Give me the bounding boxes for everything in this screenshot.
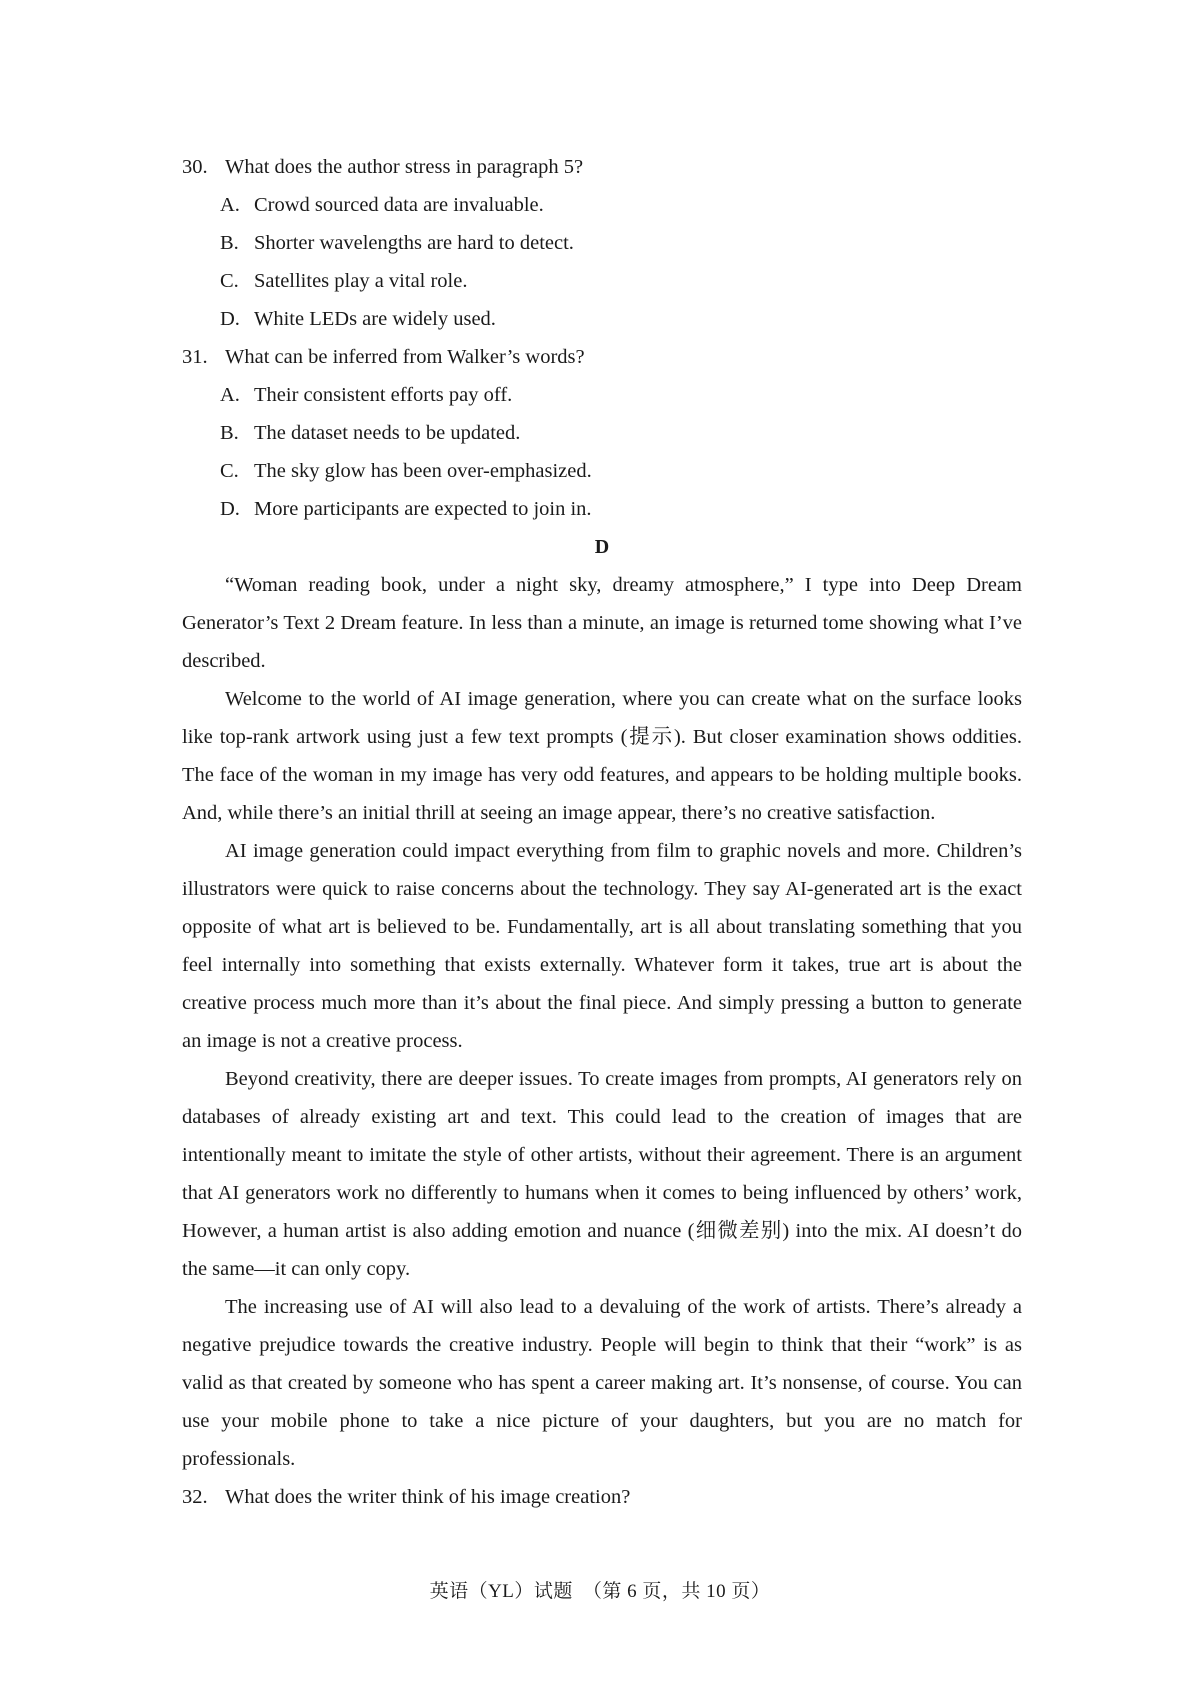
option-label: D. bbox=[220, 308, 240, 330]
page-footer: 英语（YL）试题 （第 6 页，共 10 页） bbox=[429, 1581, 771, 1602]
question-32 bbox=[182, 1478, 1022, 1516]
option-30-a bbox=[182, 186, 1022, 224]
passage-paragraph-2: Welcome to the world of AI image generation, where you can create what on the surface looks like top-rank artwork using just a few text prompts (提示). But closer examination shows oddities. The face of the woman in my image has very odd features, and appears to be holding multiple books. And, while there’s an initial thrill at seeing an image appear, there’s no creative satisfaction. bbox=[182, 688, 1022, 824]
option-label: A. bbox=[220, 194, 240, 216]
passage-paragraph-5: The increasing use of AI will also lead to a devaluing of the work of artists. There’s already a negative prejudice towards the creative industry. People will begin to think that their “work” is as valid as that created by someone who has spent a career making art. It’s nonsense, of course. You can use your mobile phone to take a nice picture of your daughters, but you are no match for professionals. bbox=[182, 1296, 1022, 1470]
question-stem: What does the writer think of his image creation? bbox=[225, 1486, 631, 1508]
option-text: Shorter wavelengths are hard to detect. bbox=[254, 232, 574, 254]
option-text: The sky glow has been over-emphasized. bbox=[254, 460, 592, 482]
option-text: Crowd sourced data are invaluable. bbox=[254, 194, 544, 216]
option-label: C. bbox=[220, 270, 239, 292]
option-label: A. bbox=[220, 384, 240, 406]
page-content bbox=[182, 148, 1022, 1516]
option-30-b bbox=[182, 224, 1022, 262]
option-30-d bbox=[182, 300, 1022, 338]
option-text: White LEDs are widely used. bbox=[254, 308, 496, 330]
question-31 bbox=[182, 338, 1022, 376]
passage-paragraph-1: “Woman reading book, under a night sky, dreamy atmosphere,” I type into Deep Dream Generator’s Text 2 Dream feature. In less than a minute, an image is returned tome showing what I’ve described. bbox=[182, 574, 1022, 672]
option-text: Their consistent efforts pay off. bbox=[254, 384, 513, 406]
passage-paragraph-3: AI image generation could impact everything from film to graphic novels and more. Children’s illustrators were quick to raise concerns about the technology. They say AI-generated art is the exact opposite of what art is believed to be. Fundamentally, art is all about translating something that you feel internally into something that exists externally. Whatever form it takes, true art is about the creative process much more than it’s about the final piece. And simply pressing a button to generate an image is not a creative process. bbox=[182, 840, 1022, 1052]
option-text: The dataset needs to be updated. bbox=[254, 422, 521, 444]
question-stem: What can be inferred from Walker’s words? bbox=[225, 346, 585, 368]
question-stem: What does the author stress in paragraph 5? bbox=[225, 156, 584, 178]
option-label: C. bbox=[220, 460, 239, 482]
section-heading: D bbox=[594, 536, 610, 558]
question-number: 32. bbox=[182, 1486, 208, 1508]
question-30 bbox=[182, 148, 1022, 186]
option-31-b bbox=[182, 414, 1022, 452]
option-31-c bbox=[182, 452, 1022, 490]
option-label: B. bbox=[220, 232, 239, 254]
option-label: D. bbox=[220, 498, 240, 520]
question-number: 31. bbox=[182, 346, 208, 368]
option-31-d bbox=[182, 490, 1022, 528]
option-label: B. bbox=[220, 422, 239, 444]
option-30-c bbox=[182, 262, 1022, 300]
question-number: 30. bbox=[182, 156, 208, 178]
passage-paragraph-4: Beyond creativity, there are deeper issues. To create images from prompts, AI generators rely on databases of already existing art and text. This could lead to the creation of images that are intentionally meant to imitate the style of other artists, without their agreement. There is an argument that AI generators work no differently to humans when it comes to being influenced by others’ work, However, a human artist is also adding emotion and nuance (细微差别) into the mix. AI doesn’t do the same—it can only copy. bbox=[182, 1068, 1022, 1280]
option-31-a bbox=[182, 376, 1022, 414]
option-text: More participants are expected to join in. bbox=[254, 498, 592, 520]
option-text: Satellites play a vital role. bbox=[254, 270, 468, 292]
